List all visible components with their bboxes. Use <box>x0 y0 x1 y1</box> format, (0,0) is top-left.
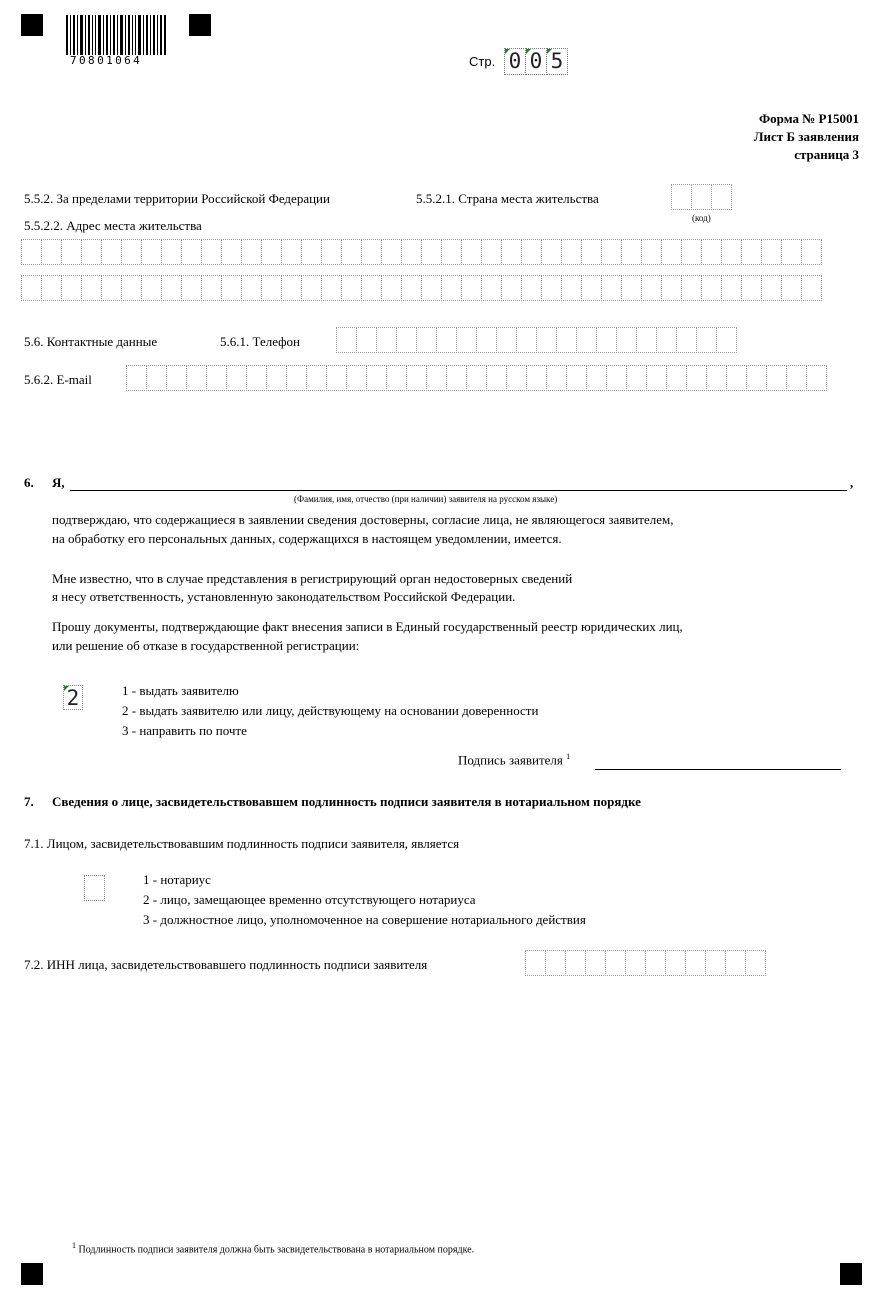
input-cell[interactable] <box>525 950 546 976</box>
input-cell[interactable] <box>721 239 742 265</box>
corner-marker-top-right <box>189 14 211 36</box>
input-cell[interactable] <box>626 365 647 391</box>
corner-marker-bottom-left <box>21 1263 43 1285</box>
sheet-page: страница 3 <box>794 147 859 162</box>
input-cell[interactable] <box>621 275 642 301</box>
delivery-choice-cell[interactable]: 2 <box>63 685 83 710</box>
email-label: 5.6.2. E-mail <box>24 372 92 387</box>
input-cell[interactable] <box>501 275 522 301</box>
input-cell[interactable] <box>21 239 42 265</box>
barcode <box>66 15 166 59</box>
input-cell[interactable] <box>101 275 122 301</box>
barcode-number: 70801064 <box>70 54 143 67</box>
input-cell[interactable] <box>321 239 342 265</box>
paragraph-responsibility-2: я несу ответственность, установленную законодательством Российской Федерации. <box>52 589 516 604</box>
section-5-5-2-label: 5.5.2. За пределами территории Российской Федерации <box>24 191 330 206</box>
input-cell[interactable] <box>706 365 727 391</box>
input-cell[interactable] <box>81 275 102 301</box>
notary-type-cell[interactable] <box>84 875 105 901</box>
input-cell[interactable] <box>141 239 162 265</box>
input-cell[interactable] <box>566 365 587 391</box>
input-cell[interactable] <box>685 950 706 976</box>
input-cell[interactable] <box>486 365 507 391</box>
paragraph-confirm-2: на обработку его персональных данных, содержащихся в настоящем уведомлении, имеется. <box>52 531 562 546</box>
input-cell[interactable] <box>396 327 417 353</box>
input-cell[interactable] <box>241 275 262 301</box>
input-cell[interactable] <box>166 365 187 391</box>
input-cell[interactable] <box>381 239 402 265</box>
input-cell[interactable] <box>561 275 582 301</box>
input-cell[interactable] <box>346 365 367 391</box>
input-cell[interactable] <box>321 275 342 301</box>
section-6-ya: Я, <box>52 475 65 490</box>
country-code-field[interactable] <box>671 184 731 210</box>
input-cell[interactable] <box>186 365 207 391</box>
sheet-name: Лист Б заявления <box>753 129 859 144</box>
input-cell[interactable] <box>576 327 597 353</box>
phone-label: 5.6.1. Телефон <box>220 334 301 349</box>
input-cell[interactable] <box>625 950 646 976</box>
input-cell[interactable] <box>466 365 487 391</box>
input-cell[interactable] <box>401 275 422 301</box>
input-cell[interactable] <box>461 239 482 265</box>
input-cell[interactable] <box>546 365 567 391</box>
input-cell[interactable] <box>676 327 697 353</box>
input-cell[interactable] <box>181 275 202 301</box>
input-cell[interactable] <box>366 365 387 391</box>
input-cell[interactable] <box>206 365 227 391</box>
address-field-row-1[interactable] <box>21 239 821 265</box>
input-cell[interactable] <box>201 239 222 265</box>
form-header <box>754 110 859 164</box>
input-cell[interactable] <box>261 239 282 265</box>
address-field-row-2[interactable] <box>21 275 821 301</box>
input-cell[interactable] <box>671 184 692 210</box>
name-caption: (Фамилия, имя, отчество (при наличии) заявителя на русском языке) <box>294 494 558 504</box>
input-cell[interactable] <box>161 275 182 301</box>
input-cell[interactable] <box>516 327 537 353</box>
paragraph-request-2: или решение об отказе в государственной регистрации: <box>52 638 360 653</box>
input-cell[interactable] <box>726 365 747 391</box>
input-cell[interactable] <box>121 239 142 265</box>
input-cell[interactable] <box>581 239 602 265</box>
input-cell[interactable] <box>661 275 682 301</box>
input-cell[interactable] <box>656 327 677 353</box>
input-cell[interactable] <box>441 239 462 265</box>
input-cell[interactable] <box>81 239 102 265</box>
input-cell[interactable] <box>646 365 667 391</box>
section-7-2-label: 7.2. ИНН лица, засвидетельствовавшего подлинность подписи заявителя <box>24 957 428 972</box>
input-cell[interactable] <box>281 239 302 265</box>
input-cell[interactable] <box>121 275 142 301</box>
input-cell[interactable] <box>601 239 622 265</box>
page-label: Стр. <box>469 54 496 69</box>
page-digit: 5 <box>546 48 568 75</box>
input-cell[interactable] <box>356 327 377 353</box>
signature-line[interactable] <box>595 769 841 770</box>
section-5-6-label: 5.6. Контактные данные <box>24 334 158 349</box>
email-field[interactable] <box>126 365 826 391</box>
input-cell[interactable] <box>421 275 442 301</box>
section-7-title: Сведения о лице, засвидетельствовавшем подлинность подписи заявителя в нотариальном порядке <box>52 794 641 809</box>
input-cell[interactable] <box>436 327 457 353</box>
input-cell[interactable] <box>691 184 712 210</box>
input-cell[interactable] <box>596 327 617 353</box>
input-cell[interactable] <box>101 239 122 265</box>
input-cell[interactable] <box>666 365 687 391</box>
input-cell[interactable] <box>226 365 247 391</box>
input-cell[interactable] <box>585 950 606 976</box>
input-cell[interactable] <box>786 365 807 391</box>
input-cell[interactable] <box>201 275 222 301</box>
corner-marker-bottom-right <box>840 1263 862 1285</box>
delivery-option-1: 1 - выдать заявителю <box>122 683 239 698</box>
input-cell[interactable] <box>426 365 447 391</box>
input-cell[interactable] <box>41 275 62 301</box>
input-cell[interactable] <box>506 365 527 391</box>
input-cell[interactable] <box>41 239 62 265</box>
notary-option-1: 1 - нотариус <box>143 872 211 887</box>
input-cell[interactable] <box>406 365 427 391</box>
signature-footnote-ref: 1 <box>566 752 571 761</box>
input-cell[interactable] <box>645 950 666 976</box>
input-cell[interactable] <box>636 327 657 353</box>
input-cell[interactable] <box>521 239 542 265</box>
input-cell[interactable] <box>301 275 322 301</box>
input-cell[interactable] <box>261 275 282 301</box>
input-cell[interactable] <box>61 239 82 265</box>
input-cell[interactable] <box>606 365 627 391</box>
input-cell[interactable] <box>541 239 562 265</box>
footnote-text: Подлинность подписи заявителя должна быть засвидетельствована в нотариальном порядке. <box>78 1244 475 1256</box>
input-cell[interactable] <box>401 239 422 265</box>
section-6-number: 6. <box>24 475 34 490</box>
input-cell[interactable] <box>541 275 562 301</box>
input-cell[interactable] <box>341 239 362 265</box>
input-cell[interactable] <box>456 327 477 353</box>
input-cell[interactable] <box>561 239 582 265</box>
page-digit: 0 <box>504 48 526 75</box>
applicant-name-line[interactable] <box>70 490 847 491</box>
input-cell[interactable] <box>801 239 822 265</box>
input-cell[interactable] <box>441 275 462 301</box>
input-cell[interactable] <box>761 239 782 265</box>
form-number: Форма № Р15001 <box>759 111 859 126</box>
corner-marker-top-left <box>21 14 43 36</box>
inn-field[interactable] <box>525 950 765 976</box>
paragraph-responsibility-1: Мне известно, что в случае представления в регистрирующий орган недостоверных сведений <box>52 571 573 586</box>
notary-option-3: 3 - должностное лицо, уполномоченное на совершение нотариального действия <box>143 912 586 927</box>
input-cell[interactable] <box>586 365 607 391</box>
input-cell[interactable] <box>665 950 686 976</box>
input-cell[interactable] <box>521 275 542 301</box>
input-cell[interactable] <box>341 275 362 301</box>
input-cell[interactable] <box>421 239 442 265</box>
input-cell[interactable] <box>416 327 437 353</box>
input-cell[interactable] <box>526 365 547 391</box>
delivery-option-3: 3 - направить по почте <box>122 723 247 738</box>
input-cell[interactable] <box>241 239 262 265</box>
input-cell[interactable] <box>221 239 242 265</box>
input-cell[interactable] <box>536 327 557 353</box>
input-cell[interactable] <box>301 239 322 265</box>
input-cell[interactable] <box>696 327 717 353</box>
input-cell[interactable] <box>161 239 182 265</box>
input-cell[interactable] <box>701 275 722 301</box>
input-cell[interactable] <box>801 275 822 301</box>
input-cell[interactable] <box>766 365 787 391</box>
input-cell[interactable] <box>381 275 402 301</box>
input-cell[interactable] <box>545 950 566 976</box>
input-cell[interactable] <box>461 275 482 301</box>
input-cell[interactable] <box>781 275 802 301</box>
input-cell[interactable] <box>481 275 502 301</box>
input-cell[interactable] <box>126 365 147 391</box>
input-cell[interactable] <box>701 239 722 265</box>
input-cell[interactable] <box>556 327 577 353</box>
input-cell[interactable] <box>746 365 767 391</box>
input-cell[interactable] <box>501 239 522 265</box>
input-cell[interactable] <box>641 239 662 265</box>
input-cell[interactable] <box>721 275 742 301</box>
name-comma: , <box>850 475 854 490</box>
country-label: 5.5.2.1. Страна места жительства <box>416 191 599 206</box>
input-cell[interactable] <box>686 365 707 391</box>
input-cell[interactable] <box>716 327 737 353</box>
input-cell[interactable] <box>336 327 357 353</box>
delivery-option-2: 2 - выдать заявителю или лицу, действующему на основании доверенности <box>122 703 539 718</box>
input-cell[interactable] <box>446 365 467 391</box>
input-cell[interactable] <box>616 327 637 353</box>
footnote-marker: 1 <box>72 1241 76 1250</box>
input-cell[interactable] <box>61 275 82 301</box>
section-7-number: 7. <box>24 794 34 809</box>
input-cell[interactable] <box>711 184 732 210</box>
page-number-cells <box>504 48 567 75</box>
phone-field[interactable] <box>336 327 736 353</box>
input-cell[interactable] <box>281 275 302 301</box>
input-cell[interactable] <box>326 365 347 391</box>
input-cell[interactable] <box>806 365 827 391</box>
input-cell[interactable] <box>661 239 682 265</box>
input-cell[interactable] <box>761 275 782 301</box>
input-cell[interactable] <box>221 275 242 301</box>
input-cell[interactable] <box>376 327 397 353</box>
input-cell[interactable] <box>565 950 586 976</box>
notary-option-2: 2 - лицо, замещающее временно отсутствующего нотариуса <box>143 892 476 907</box>
input-cell[interactable] <box>481 239 502 265</box>
input-cell[interactable] <box>745 950 766 976</box>
input-cell[interactable] <box>21 275 42 301</box>
input-cell[interactable] <box>146 365 167 391</box>
signature-label: Подпись заявителя $^1$ <box>458 752 571 768</box>
input-cell[interactable] <box>141 275 162 301</box>
input-cell[interactable] <box>601 275 622 301</box>
input-cell[interactable] <box>476 327 497 353</box>
input-cell[interactable] <box>181 239 202 265</box>
footnote <box>72 1241 474 1255</box>
address-label: 5.5.2.2. Адрес места жительства <box>24 218 202 233</box>
input-cell[interactable] <box>681 239 702 265</box>
input-cell[interactable] <box>581 275 602 301</box>
input-cell[interactable] <box>621 239 642 265</box>
input-cell[interactable] <box>681 275 702 301</box>
input-cell[interactable] <box>361 239 382 265</box>
page-digit: 0 <box>525 48 547 75</box>
input-cell[interactable] <box>386 365 407 391</box>
paragraph-confirm-1: подтверждаю, что содержащиеся в заявлении сведения достоверны, согласие лица, не являющегося заявителем, <box>52 512 674 527</box>
paragraph-request-1: Прошу документы, подтверждающие факт внесения записи в Единый государственный реестр юридических лиц, <box>52 619 683 634</box>
input-cell[interactable] <box>725 950 746 976</box>
input-cell[interactable] <box>741 239 762 265</box>
input-cell[interactable] <box>781 239 802 265</box>
input-cell[interactable] <box>496 327 517 353</box>
input-cell[interactable] <box>246 365 267 391</box>
input-cell[interactable] <box>361 275 382 301</box>
input-cell[interactable] <box>605 950 626 976</box>
input-cell[interactable] <box>306 365 327 391</box>
input-cell[interactable] <box>266 365 287 391</box>
section-7-1-label: 7.1. Лицом, засвидетельствовавшим подлинность подписи заявителя, является <box>24 836 460 851</box>
input-cell[interactable] <box>741 275 762 301</box>
input-cell[interactable] <box>705 950 726 976</box>
code-caption: (код) <box>692 213 711 223</box>
input-cell[interactable] <box>286 365 307 391</box>
input-cell[interactable] <box>641 275 662 301</box>
